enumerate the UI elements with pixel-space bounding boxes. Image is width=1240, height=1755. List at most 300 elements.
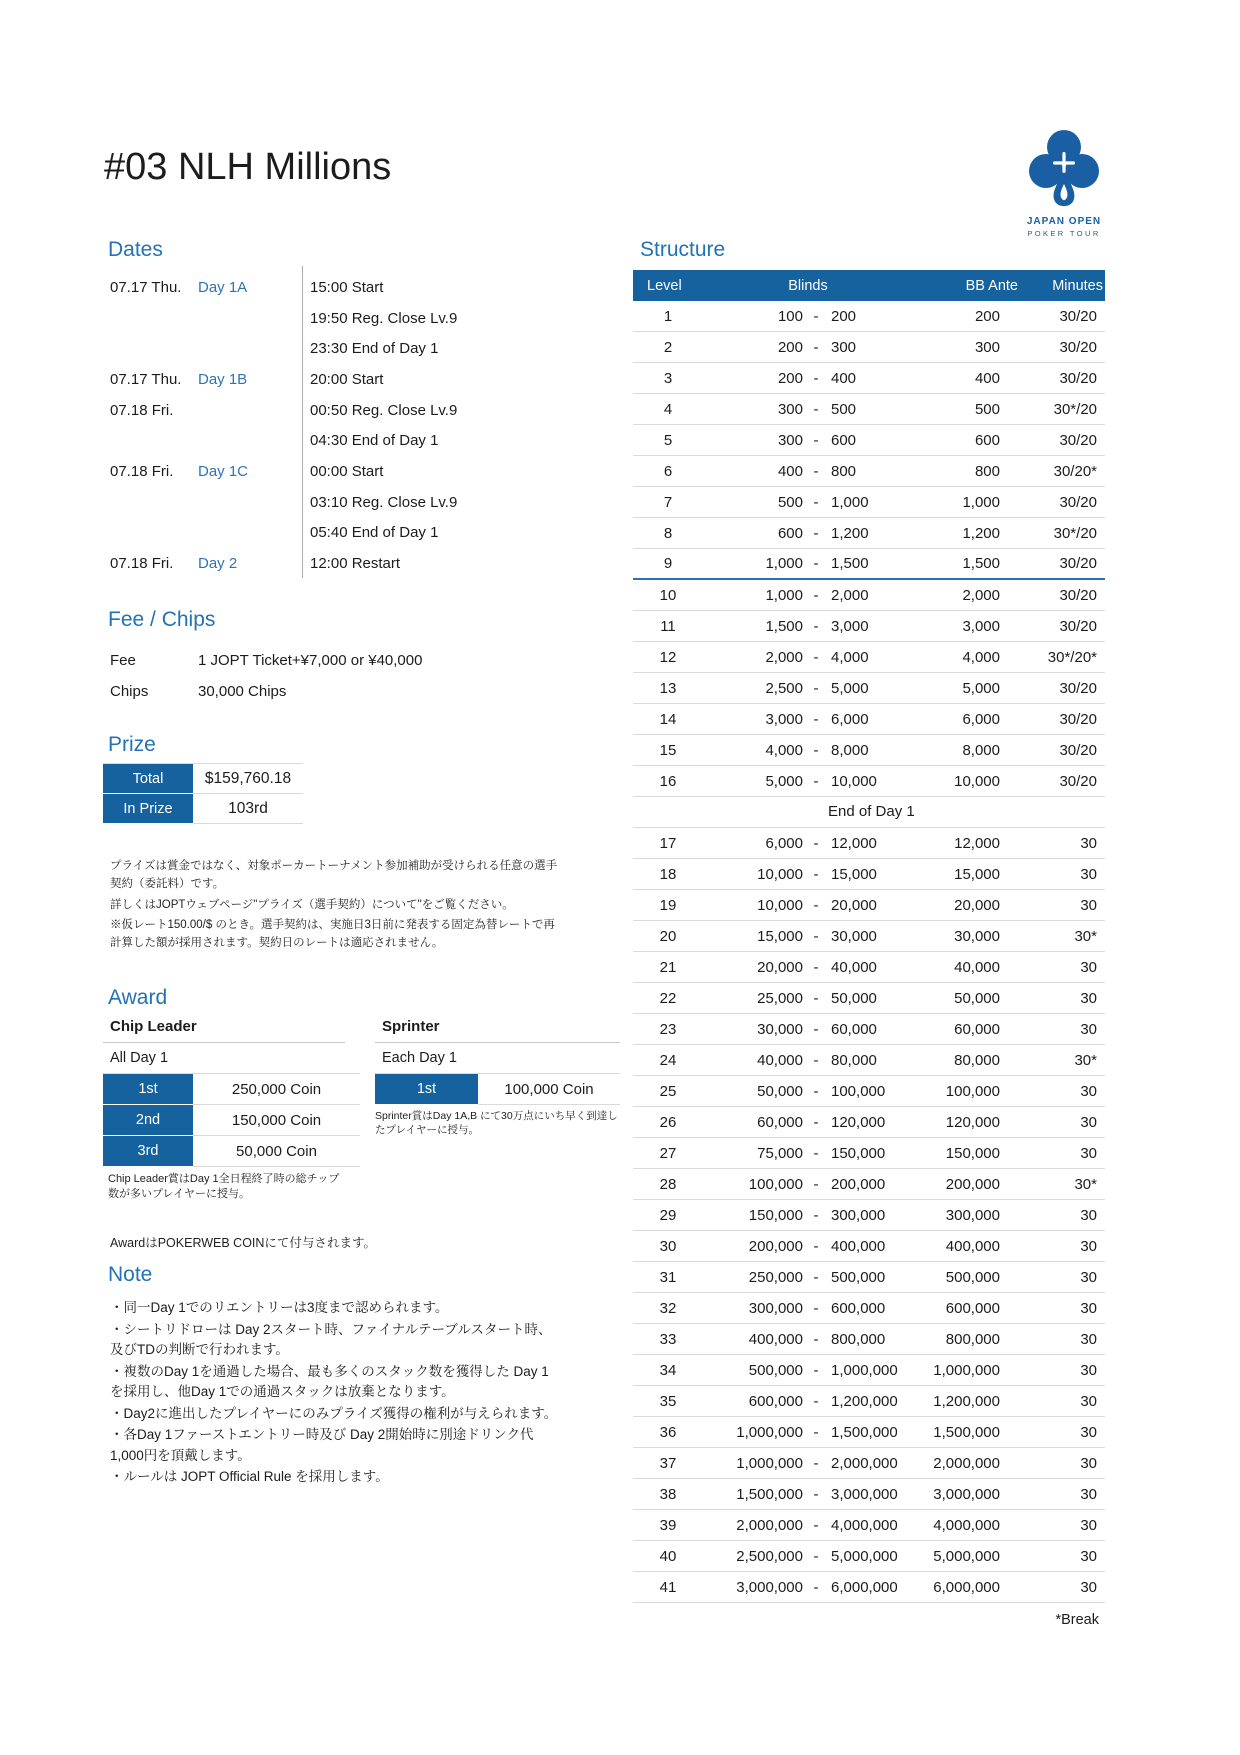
level-cell: 18 <box>659 865 677 883</box>
level-cell: 37 <box>659 1454 677 1472</box>
blinds-separator: - <box>813 1206 819 1224</box>
time-cell: 05:40 End of Day 1 <box>310 524 439 542</box>
award-rank-cell: 1st <box>375 1074 478 1105</box>
bb-ante-cell: 800 <box>974 462 1000 480</box>
structure-row <box>633 1324 1105 1355</box>
fee-value: 30,000 Chips <box>198 682 287 700</box>
level-cell: 7 <box>663 493 673 511</box>
prize-notes <box>110 858 558 956</box>
fee-chips-heading: Fee / Chips <box>108 608 216 631</box>
small-blind-cell: 20,000 <box>757 958 803 976</box>
big-blind-cell: 4,000 <box>831 648 869 666</box>
structure-row <box>633 1448 1105 1479</box>
note-item: ・複数のDay 1を通過した場合、最も多くのスタック数を獲得した Day 1を採用し、他Day 1での通過スタックは放棄となります。 <box>110 1363 549 1400</box>
level-cell: 13 <box>659 679 677 697</box>
big-blind-cell: 6,000 <box>831 710 869 728</box>
big-blind-cell: 3,000 <box>831 617 869 635</box>
level-cell: 32 <box>659 1299 677 1317</box>
blinds-separator: - <box>813 1578 819 1596</box>
blinds-separator: - <box>813 1516 819 1534</box>
minutes-cell: 30* <box>1074 1051 1097 1069</box>
col-header-level: Level <box>647 277 682 294</box>
minutes-cell: 30 <box>1080 1082 1097 1100</box>
award-rank-cell: 1st <box>103 1074 193 1105</box>
structure-body <box>633 301 1105 1603</box>
minutes-cell: 30/20 <box>1059 710 1097 728</box>
small-blind-cell: 150,000 <box>748 1206 803 1224</box>
big-blind-cell: 20,000 <box>831 896 877 914</box>
bb-ante-cell: 60,000 <box>954 1020 1000 1038</box>
level-cell: 26 <box>659 1113 677 1131</box>
small-blind-cell: 15,000 <box>757 927 803 945</box>
big-blind-cell: 120,000 <box>831 1113 886 1131</box>
blinds-separator: - <box>813 1144 819 1162</box>
big-blind-cell: 1,000 <box>831 493 869 511</box>
day-label: Day 1A <box>198 278 248 296</box>
level-cell: 36 <box>659 1423 677 1441</box>
minutes-cell: 30/20 <box>1059 369 1097 387</box>
award-heading: Award <box>108 986 168 1009</box>
chip-leader-row <box>103 1136 360 1167</box>
blinds-separator: - <box>813 524 819 542</box>
chip-leader-subtitle: All Day 1 <box>110 1050 169 1066</box>
big-blind-cell: 60,000 <box>831 1020 877 1038</box>
level-cell: 15 <box>659 741 677 759</box>
minutes-cell: 30 <box>1080 1268 1097 1286</box>
structure-row <box>633 735 1105 766</box>
structure-row <box>633 642 1105 673</box>
bb-ante-cell: 300 <box>974 338 1000 356</box>
blinds-separator: - <box>813 338 819 356</box>
small-blind-cell: 250,000 <box>748 1268 803 1286</box>
col-header-bb-ante: BB Ante <box>965 277 1018 294</box>
minutes-cell: 30 <box>1080 1454 1097 1472</box>
blinds-separator: - <box>813 369 819 387</box>
big-blind-cell: 600 <box>831 431 857 449</box>
dates-row <box>110 425 562 456</box>
blinds-separator: - <box>813 1423 819 1441</box>
structure-row <box>633 952 1105 983</box>
blinds-separator: - <box>813 617 819 635</box>
minutes-cell: 30*/20 <box>1053 524 1097 542</box>
bb-ante-cell: 4,000,000 <box>933 1516 1000 1534</box>
level-cell: 9 <box>663 555 673 572</box>
small-blind-cell: 1,000 <box>765 586 803 604</box>
time-cell: 03:10 Reg. Close Lv.9 <box>310 493 458 511</box>
small-blind-cell: 500,000 <box>748 1361 803 1379</box>
big-blind-cell: 6,000,000 <box>831 1578 898 1596</box>
bb-ante-cell: 400 <box>974 369 1000 387</box>
bb-ante-cell: 1,200 <box>962 524 1000 542</box>
note-heading: Note <box>108 1263 153 1286</box>
level-cell: 33 <box>659 1330 677 1348</box>
small-blind-cell: 25,000 <box>757 989 803 1007</box>
logo-text-poker-tour: POKER TOUR <box>1027 229 1101 238</box>
bb-ante-cell: 200,000 <box>945 1175 1000 1193</box>
sprinter-title-underline <box>375 1042 620 1043</box>
structure-row <box>633 1479 1105 1510</box>
big-blind-cell: 5,000 <box>831 679 869 697</box>
structure-row <box>633 1417 1105 1448</box>
small-blind-cell: 300 <box>777 400 803 418</box>
prize-note-line: ※仮レート150.00/$ のとき。選手契約は、実施日3日前に発表する固定為替レートで再計算した額が採用されます。契約日のレートは適応されません。 <box>110 919 555 950</box>
big-blind-cell: 10,000 <box>831 772 877 790</box>
prize-label-cell: In Prize <box>103 794 193 824</box>
structure-row <box>633 549 1105 580</box>
structure-heading: Structure <box>640 238 726 261</box>
big-blind-cell: 300 <box>831 338 857 356</box>
blinds-separator: - <box>813 1392 819 1410</box>
prize-value-cell: $159,760.18 <box>193 764 303 794</box>
bb-ante-cell: 1,200,000 <box>933 1392 1000 1410</box>
dates-row <box>110 272 562 303</box>
structure-row <box>633 704 1105 735</box>
break-footnote: *Break <box>1055 1612 1099 1628</box>
date-cell: 07.18 Fri. <box>110 462 174 480</box>
blinds-separator: - <box>813 1299 819 1317</box>
blinds-separator: - <box>813 896 819 914</box>
chip-leader-row <box>103 1074 360 1105</box>
sprinter-table <box>375 1073 620 1105</box>
time-cell: 00:00 Start <box>310 462 384 480</box>
minutes-cell: 30/20 <box>1059 338 1097 356</box>
minutes-cell: 30/20 <box>1059 679 1097 697</box>
prize-note-line: プライズは賞金ではなく、対象ポーカートーナメント参加補助が受けられる任意の選手契約（委託料）です。 <box>110 860 558 890</box>
big-blind-cell: 500 <box>831 400 857 418</box>
bb-ante-cell: 200 <box>974 307 1000 325</box>
award-value-cell: 100,000 Coin <box>478 1074 620 1105</box>
level-cell: 16 <box>659 772 677 790</box>
structure-row <box>633 1045 1105 1076</box>
bb-ante-cell: 1,000,000 <box>933 1361 1000 1379</box>
dates-row <box>110 518 562 549</box>
structure-row <box>633 766 1105 797</box>
dates-divider <box>302 266 303 578</box>
minutes-cell: 30/20 <box>1059 741 1097 759</box>
minutes-cell: 30 <box>1080 1330 1097 1348</box>
small-blind-cell: 10,000 <box>757 865 803 883</box>
time-cell: 19:50 Reg. Close Lv.9 <box>310 309 458 327</box>
big-blind-cell: 150,000 <box>831 1144 886 1162</box>
level-cell: 39 <box>659 1516 677 1534</box>
blinds-separator: - <box>813 772 819 790</box>
col-header-minutes: Minutes <box>1052 277 1103 294</box>
bb-ante-cell: 400,000 <box>945 1237 1000 1255</box>
award-rank-cell: 3rd <box>103 1136 193 1167</box>
level-cell: 40 <box>659 1547 677 1565</box>
minutes-cell: 30/20 <box>1059 586 1097 604</box>
blinds-separator: - <box>813 927 819 945</box>
level-cell: 41 <box>659 1578 677 1596</box>
bb-ante-cell: 600,000 <box>945 1299 1000 1317</box>
level-cell: 4 <box>663 400 673 418</box>
minutes-cell: 30/20 <box>1059 307 1097 325</box>
award-footer: AwardはPOKERWEB COINにて付与されます。 <box>110 1236 376 1250</box>
time-cell: 00:50 Reg. Close Lv.9 <box>310 401 458 419</box>
structure-row <box>633 1510 1105 1541</box>
bb-ante-cell: 500 <box>974 400 1000 418</box>
day-label: Day 1C <box>198 462 249 480</box>
small-blind-cell: 3,000 <box>765 710 803 728</box>
level-cell: 3 <box>663 369 673 387</box>
big-blind-cell: 2,000 <box>831 586 869 604</box>
blinds-separator: - <box>813 1113 819 1131</box>
level-cell: 19 <box>659 896 677 914</box>
structure-row <box>633 1138 1105 1169</box>
structure-row <box>633 301 1105 332</box>
level-cell: 23 <box>659 1020 677 1038</box>
big-blind-cell: 1,200 <box>831 524 869 542</box>
note-item: ・Day2に進出したプレイヤーにのみプライズ獲得の権利が与えられます。 <box>110 1405 558 1421</box>
big-blind-cell: 80,000 <box>831 1051 877 1069</box>
chip-leader-title: Chip Leader <box>110 1018 197 1035</box>
dates-table <box>110 272 562 579</box>
small-blind-cell: 4,000 <box>765 741 803 759</box>
level-cell: 2 <box>663 338 673 356</box>
blinds-separator: - <box>813 1268 819 1286</box>
chip-leader-note: Chip Leader賞はDay 1全日程終了時の総チップ数が多いプレイヤーに授与。 <box>108 1173 340 1200</box>
bb-ante-cell: 30,000 <box>954 927 1000 945</box>
minutes-cell: 30 <box>1080 896 1097 914</box>
small-blind-cell: 1,500 <box>765 617 803 635</box>
structure-row <box>633 394 1105 425</box>
level-cell: 10 <box>659 586 677 604</box>
structure-row <box>633 1200 1105 1231</box>
logo-text-japan-open: JAPAN OPEN <box>1026 216 1102 227</box>
dates-row <box>110 303 562 334</box>
big-blind-cell: 200,000 <box>831 1175 886 1193</box>
minutes-cell: 30 <box>1080 1361 1097 1379</box>
blinds-separator: - <box>813 1454 819 1472</box>
structure-row <box>633 1231 1105 1262</box>
minutes-cell: 30 <box>1080 1392 1097 1410</box>
time-cell: 04:30 End of Day 1 <box>310 432 439 450</box>
big-blind-cell: 4,000,000 <box>831 1516 898 1534</box>
big-blind-cell: 40,000 <box>831 958 877 976</box>
note-item: ・同一Day 1でのリエントリーは3度まで認められます。 <box>110 1300 449 1315</box>
minutes-cell: 30 <box>1080 1485 1097 1503</box>
small-blind-cell: 2,000 <box>765 648 803 666</box>
bb-ante-cell: 100,000 <box>945 1082 1000 1100</box>
big-blind-cell: 2,000,000 <box>831 1454 898 1472</box>
level-cell: 27 <box>659 1144 677 1162</box>
small-blind-cell: 40,000 <box>757 1051 803 1069</box>
big-blind-cell: 200 <box>831 307 857 325</box>
minutes-cell: 30 <box>1080 989 1097 1007</box>
fee-label: Fee <box>110 651 136 669</box>
time-cell: 23:30 End of Day 1 <box>310 340 439 358</box>
prize-row <box>103 764 303 794</box>
small-blind-cell: 300,000 <box>748 1299 803 1317</box>
small-blind-cell: 500 <box>777 493 803 511</box>
award-value-cell: 150,000 Coin <box>193 1105 360 1136</box>
level-cell: 38 <box>659 1485 677 1503</box>
bb-ante-cell: 6,000,000 <box>933 1578 1000 1596</box>
minutes-cell: 30/20* <box>1053 462 1097 480</box>
bb-ante-cell: 800,000 <box>945 1330 1000 1348</box>
blinds-separator: - <box>813 989 819 1007</box>
bb-ante-cell: 8,000 <box>962 741 1000 759</box>
minutes-cell: 30 <box>1080 1113 1097 1131</box>
sprinter-note: Sprinter賞はDay 1A,B にて30万点にいち早く到達したプレイヤーに授与。 <box>375 1110 618 1136</box>
fee-row <box>110 676 562 707</box>
big-blind-cell: 8,000 <box>831 741 869 759</box>
small-blind-cell: 200 <box>777 338 803 356</box>
bb-ante-cell: 1,000 <box>962 493 1000 511</box>
small-blind-cell: 200 <box>777 369 803 387</box>
structure-row <box>633 1541 1105 1572</box>
club-drop-icon <box>1027 128 1101 212</box>
structure-row <box>633 1014 1105 1045</box>
day-label: Day 1B <box>198 370 248 388</box>
minutes-cell: 30 <box>1080 1020 1097 1038</box>
level-cell: 29 <box>659 1206 677 1224</box>
blinds-separator: - <box>813 710 819 728</box>
date-cell: 07.18 Fri. <box>110 401 174 419</box>
minutes-cell: 30/20 <box>1059 772 1097 790</box>
minutes-cell: 30 <box>1080 1578 1097 1596</box>
dates-row <box>110 456 562 487</box>
time-cell: 20:00 Start <box>310 370 384 388</box>
blinds-separator: - <box>813 958 819 976</box>
prize-value-cell: 103rd <box>193 794 303 824</box>
level-cell: 1 <box>663 307 673 325</box>
chip-leader-row <box>103 1105 360 1136</box>
end-of-day-row: End of Day 1 <box>633 797 1105 828</box>
blinds-separator: - <box>813 555 819 572</box>
level-cell: 22 <box>659 989 677 1007</box>
bb-ante-cell: 1,500 <box>962 555 1000 572</box>
bb-ante-cell: 80,000 <box>954 1051 1000 1069</box>
structure-row <box>633 1355 1105 1386</box>
blinds-separator: - <box>813 1082 819 1100</box>
bb-ante-cell: 4,000 <box>962 648 1000 666</box>
structure-row <box>633 332 1105 363</box>
bb-ante-cell: 3,000,000 <box>933 1485 1000 1503</box>
small-blind-cell: 600,000 <box>748 1392 803 1410</box>
prize-row <box>103 794 303 824</box>
level-cell: 34 <box>659 1361 677 1379</box>
note-item: ・各Day 1ファーストエントリー時及び Day 2開始時に別途ドリンク代 1,000円を頂戴します。 <box>110 1427 534 1463</box>
minutes-cell: 30 <box>1080 834 1097 852</box>
big-blind-cell: 1,500,000 <box>831 1423 898 1441</box>
blinds-separator: - <box>813 679 819 697</box>
structure-row <box>633 828 1105 859</box>
page-title: #03 NLH Millions <box>104 146 392 188</box>
blinds-separator: - <box>813 834 819 852</box>
minutes-cell: 30* <box>1074 1175 1097 1193</box>
fee-row <box>110 645 562 676</box>
level-cell: 12 <box>659 648 677 666</box>
structure-row <box>633 1386 1105 1417</box>
minutes-cell: 30 <box>1080 958 1097 976</box>
big-blind-cell: 15,000 <box>831 865 877 883</box>
structure-row <box>633 921 1105 952</box>
minutes-cell: 30 <box>1080 1423 1097 1441</box>
blinds-separator: - <box>813 493 819 511</box>
small-blind-cell: 10,000 <box>757 896 803 914</box>
chip-leader-title-underline <box>103 1042 345 1043</box>
big-blind-cell: 50,000 <box>831 989 877 1007</box>
bb-ante-cell: 120,000 <box>945 1113 1000 1131</box>
bb-ante-cell: 20,000 <box>954 896 1000 914</box>
prize-table <box>103 763 303 824</box>
level-cell: 24 <box>659 1051 677 1069</box>
small-blind-cell: 2,500 <box>765 679 803 697</box>
jopt-logo <box>1012 128 1116 238</box>
big-blind-cell: 500,000 <box>831 1268 886 1286</box>
bb-ante-cell: 6,000 <box>962 710 1000 728</box>
structure-row <box>633 1076 1105 1107</box>
level-cell: 14 <box>659 710 677 728</box>
award-value-cell: 50,000 Coin <box>193 1136 360 1167</box>
minutes-cell: 30 <box>1080 1547 1097 1565</box>
blinds-separator: - <box>813 1175 819 1193</box>
sprinter-subtitle: Each Day 1 <box>382 1050 457 1066</box>
time-cell: 15:00 Start <box>310 278 384 296</box>
structure-row <box>633 456 1105 487</box>
big-blind-cell: 100,000 <box>831 1082 886 1100</box>
big-blind-cell: 3,000,000 <box>831 1485 898 1503</box>
structure-row <box>633 487 1105 518</box>
level-cell: 11 <box>660 617 676 635</box>
minutes-cell: 30*/20 <box>1053 400 1097 418</box>
time-cell: 12:00 Restart <box>310 555 401 573</box>
blinds-separator: - <box>813 1361 819 1379</box>
day-label: Day 2 <box>198 555 238 573</box>
minutes-cell: 30* <box>1074 927 1097 945</box>
level-cell: 28 <box>659 1175 677 1193</box>
col-header-blinds: Blinds <box>788 277 828 294</box>
sprinter-title: Sprinter <box>382 1018 440 1035</box>
dates-row <box>110 487 562 518</box>
minutes-cell: 30 <box>1080 1206 1097 1224</box>
small-blind-cell: 600 <box>777 524 803 542</box>
blinds-separator: - <box>813 1051 819 1069</box>
date-cell: 07.17 Thu. <box>110 370 182 388</box>
bb-ante-cell: 5,000 <box>962 679 1000 697</box>
big-blind-cell: 800 <box>831 462 857 480</box>
structure-row <box>633 673 1105 704</box>
blinds-separator: - <box>813 741 819 759</box>
small-blind-cell: 2,000,000 <box>736 1516 803 1534</box>
big-blind-cell: 400,000 <box>831 1237 886 1255</box>
structure-row <box>633 859 1105 890</box>
level-cell: 21 <box>659 958 677 976</box>
blinds-separator: - <box>813 1020 819 1038</box>
small-blind-cell: 200,000 <box>748 1237 803 1255</box>
minutes-cell: 30 <box>1080 865 1097 883</box>
fee-label: Chips <box>110 682 149 700</box>
structure-row <box>633 1293 1105 1324</box>
date-cell: 07.17 Thu. <box>110 278 182 296</box>
structure-row <box>633 611 1105 642</box>
big-blind-cell: 1,500 <box>831 555 869 572</box>
big-blind-cell: 300,000 <box>831 1206 886 1224</box>
big-blind-cell: 800,000 <box>831 1330 886 1348</box>
level-cell: 20 <box>659 927 677 945</box>
structure-row <box>633 363 1105 394</box>
minutes-cell: 30 <box>1080 1237 1097 1255</box>
award-value-cell: 250,000 Coin <box>193 1074 360 1105</box>
level-cell: 35 <box>659 1392 677 1410</box>
bb-ante-cell: 500,000 <box>945 1268 1000 1286</box>
structure-table <box>633 270 1105 1603</box>
bb-ante-cell: 50,000 <box>954 989 1000 1007</box>
date-cell: 07.18 Fri. <box>110 555 174 573</box>
small-blind-cell: 1,000,000 <box>736 1423 803 1441</box>
prize-note-line: 詳しくはJOPTウェブページ"プライズ（選手契約）について"をご覧ください。 <box>110 898 514 911</box>
